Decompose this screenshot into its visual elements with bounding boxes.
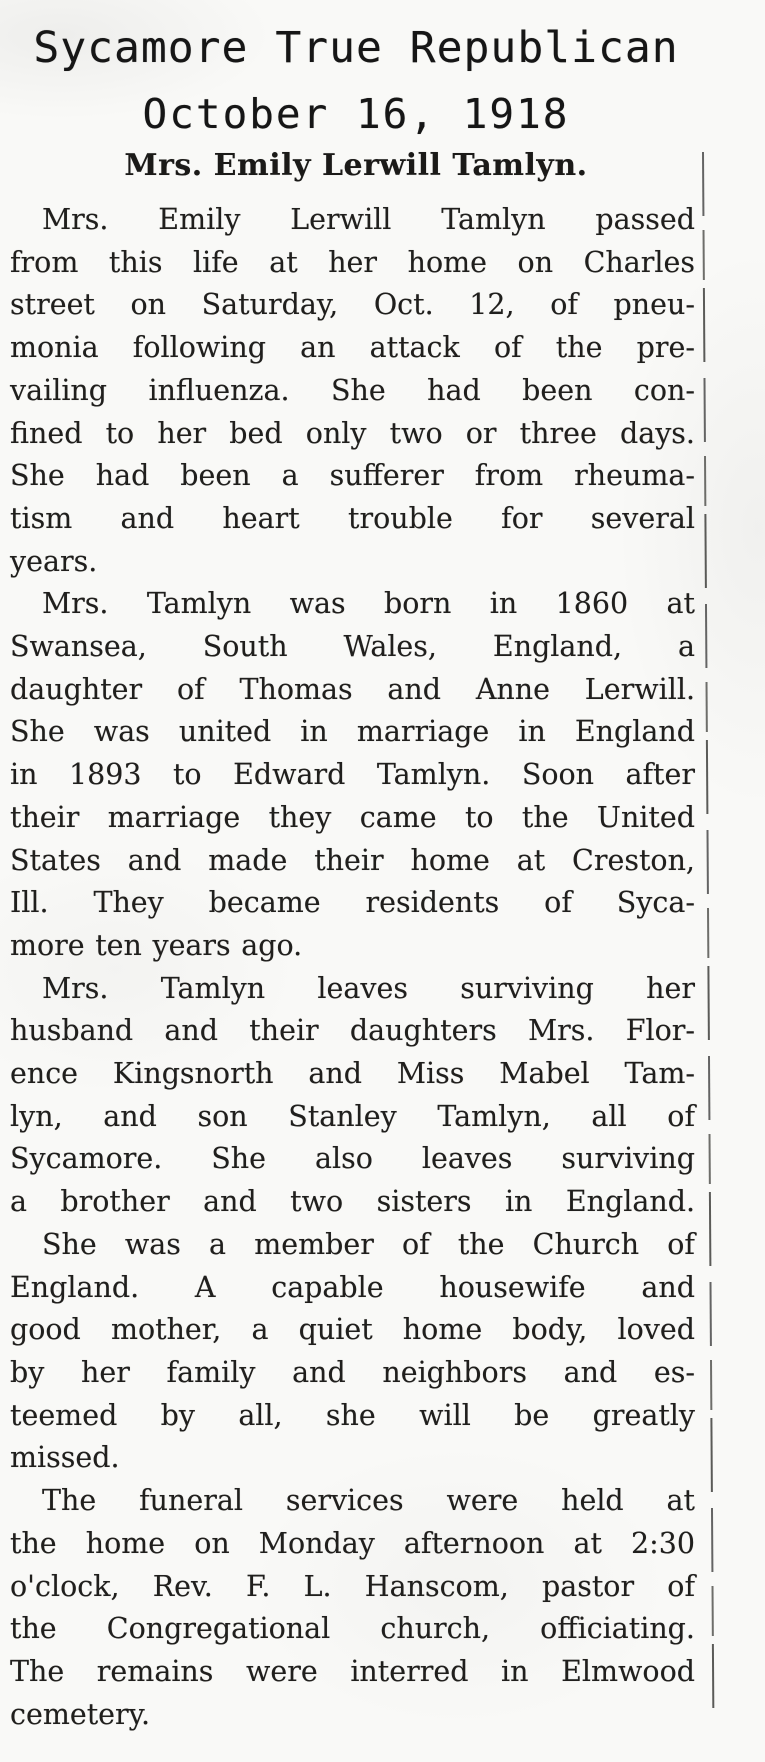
text-line: by her family and neighbors and es- xyxy=(10,1355,695,1389)
text-line: She was a member of the Church of xyxy=(42,1227,695,1261)
text-line: their marriage they came to the United xyxy=(10,800,695,834)
text-line: Mrs. Emily Lerwill Tamlyn passed xyxy=(42,203,695,236)
text-line: teemed by all, she will be greatly xyxy=(10,1398,695,1432)
text-line: daughter of Thomas and Anne Lerwill. xyxy=(10,672,695,706)
article-body xyxy=(10,199,695,1736)
text-line: more ten years ago. xyxy=(10,928,303,962)
text-line: good mother, a quiet home body, loved xyxy=(10,1313,695,1347)
text-line: lyn, and son Stanley Tamlyn, all of xyxy=(10,1099,695,1133)
paragraph xyxy=(10,968,695,1224)
column-rule-line xyxy=(702,152,714,1708)
text-line: o'clock, Rev. F. L. Hanscom, pastor of xyxy=(10,1569,695,1603)
article-headline: Mrs. Emily Lerwill Tamlyn. xyxy=(124,148,588,183)
text-line: Ill. They became residents of Syca- xyxy=(10,886,695,920)
source-header xyxy=(0,24,712,137)
text-line: States and made their home at Creston, xyxy=(10,843,695,877)
text-line: from this life at her home on Charles xyxy=(10,245,695,279)
text-line: a brother and two sisters in England. xyxy=(10,1185,695,1219)
text-line: cemetery. xyxy=(10,1697,151,1731)
text-line: street on Saturday, Oct. 12, of pneu- xyxy=(10,288,695,322)
text-line: husband and their daughters Mrs. Flor- xyxy=(10,1014,695,1048)
paragraph xyxy=(10,199,695,583)
text-line: England. A capable housewife and xyxy=(10,1270,695,1304)
text-line: The remains were interred in Elmwood xyxy=(10,1654,695,1688)
text-line: in 1893 to Edward Tamlyn. Soon after xyxy=(10,758,695,792)
text-line: ence Kingsnorth and Miss Mabel Tam- xyxy=(10,1057,695,1091)
publication-name: Sycamore True Republican xyxy=(33,23,679,73)
publication-date: October 16, 1918 xyxy=(142,90,570,138)
text-line: She had been a sufferer from rheuma- xyxy=(10,459,695,493)
text-line: She was united in marriage in England xyxy=(10,715,695,749)
text-line: Swansea, South Wales, England, a xyxy=(10,630,695,664)
text-line: Mrs. Tamlyn leaves surviving her xyxy=(42,971,695,1005)
text-line: Sycamore. She also leaves surviving xyxy=(10,1142,695,1176)
paragraph xyxy=(10,583,695,967)
text-line: years. xyxy=(10,544,98,578)
paragraph xyxy=(10,1224,695,1480)
text-line: fined to her bed only two or three days. xyxy=(10,416,695,450)
text-line: monia following an attack of the pre- xyxy=(10,331,695,365)
text-line: vailing influenza. She had been con- xyxy=(10,373,695,407)
text-line: missed. xyxy=(10,1441,120,1475)
text-line: the Congregational church, officiating. xyxy=(10,1612,695,1646)
text-line: Mrs. Tamlyn was born in 1860 at xyxy=(42,587,695,621)
text-line: the home on Monday afternoon at 2:30 xyxy=(10,1526,695,1560)
text-line: tism and heart trouble for several xyxy=(10,501,695,535)
paragraph xyxy=(10,1480,695,1736)
text-line: The funeral services were held at xyxy=(42,1484,695,1518)
